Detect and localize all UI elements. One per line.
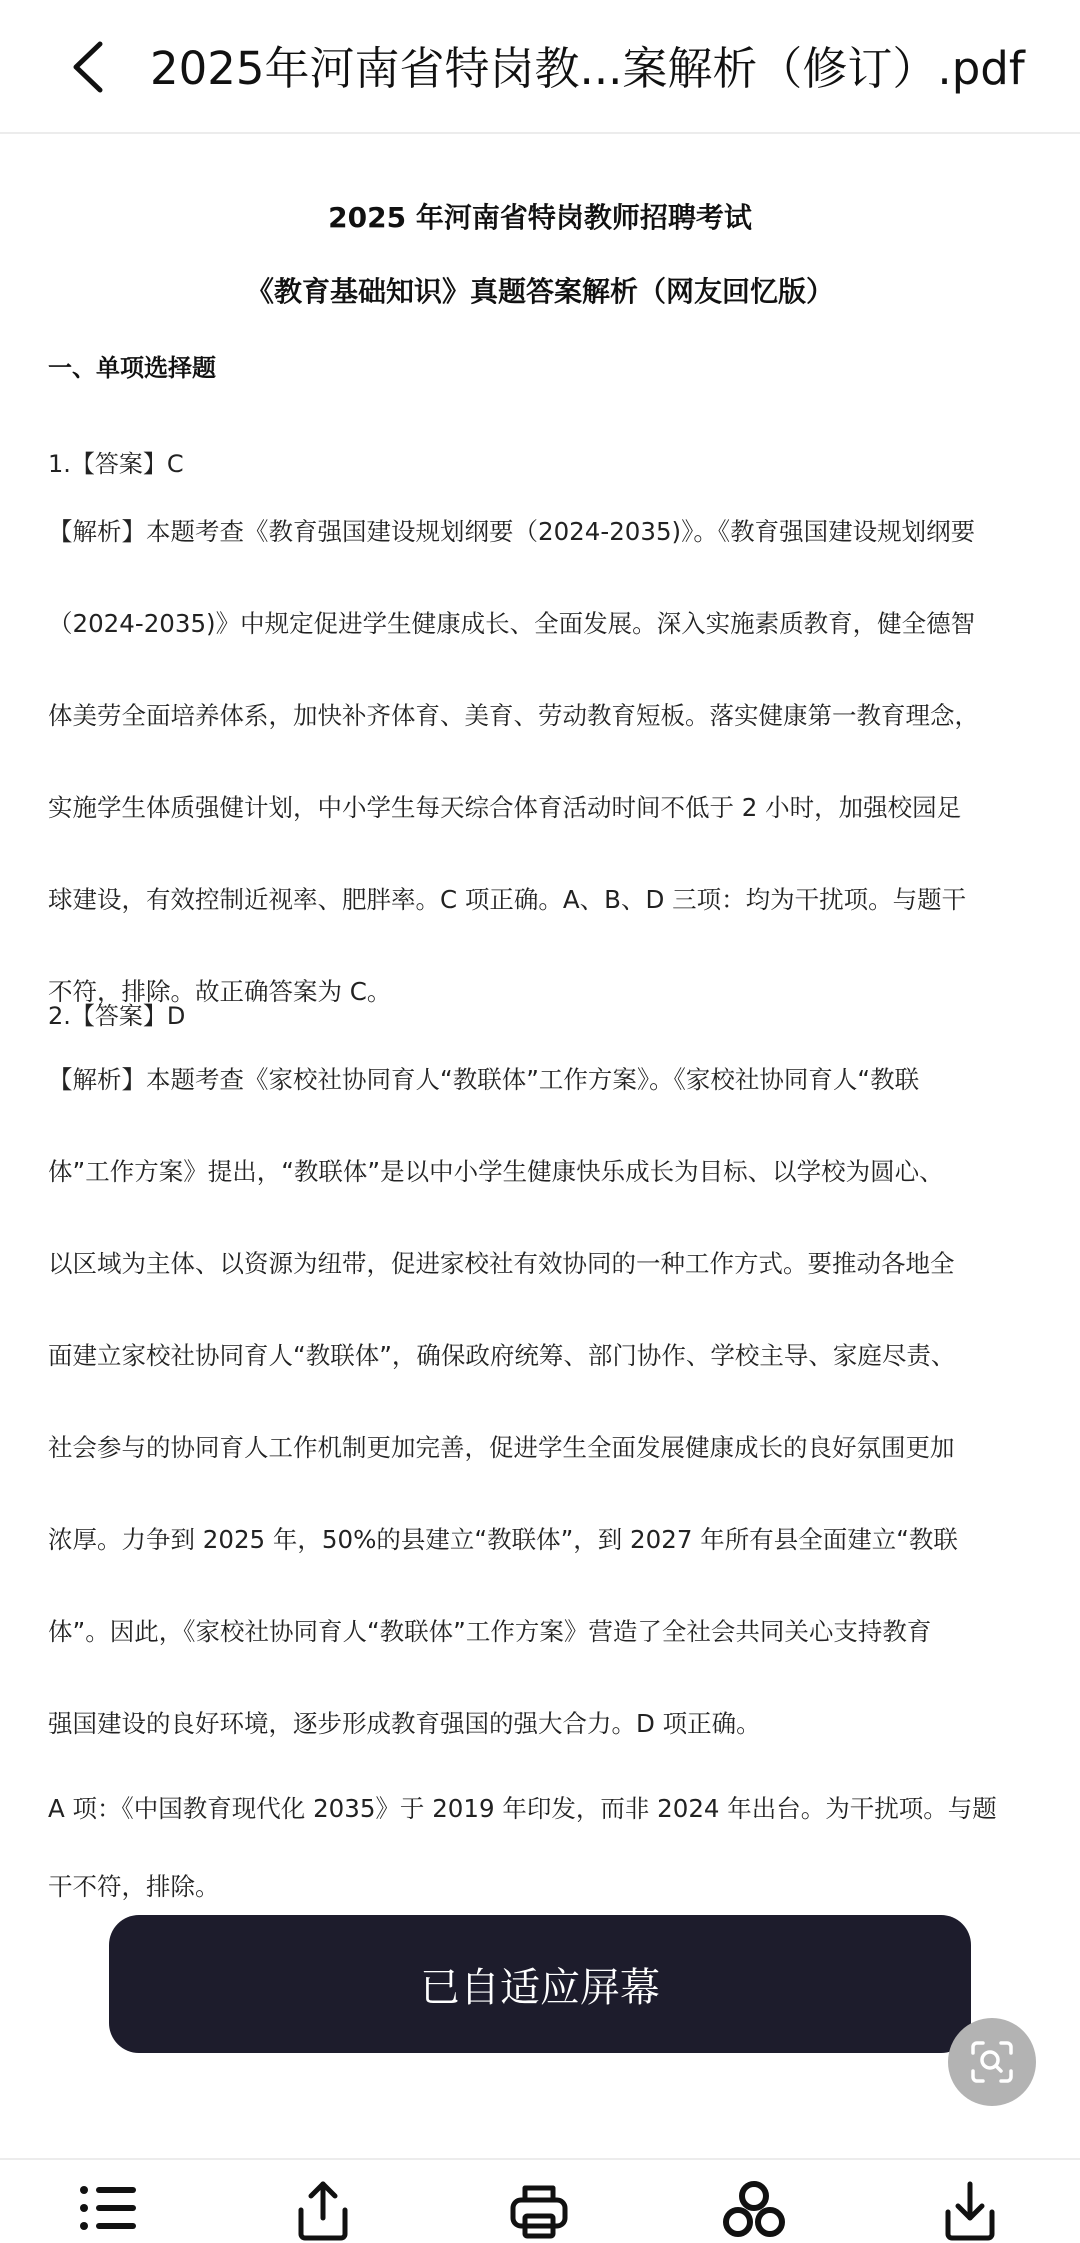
q1-analysis (48, 486, 1033, 1038)
text-line: 球建设，有效控制近视率、肥胖率。C 项正确。A、B、D 三项：均为干扰项。与题干 (48, 885, 967, 914)
text-line: 体”。因此，《家校社协同育人“教联体”工作方案》营造了全社会共同关心支持教育 (48, 1617, 932, 1646)
zoom-scan-button[interactable] (948, 2018, 1036, 2106)
share-button[interactable] (287, 2178, 359, 2242)
apps-icon (721, 2178, 787, 2242)
text-line: 实施学生体质强健计划，中小学生每天综合体育活动时间不低于 2 小时，加强校园足 (48, 793, 962, 822)
q1-answer: 1.【答案】C (48, 450, 184, 478)
text-line: 以区域为主体、以资源为纽带，促进家校社有效协同的一种工作方式。要推动各地全 (48, 1249, 955, 1278)
print-button[interactable] (503, 2178, 575, 2242)
text-line: 体美劳全面培养体系，加快补齐体育、美育、劳动教育短板。落实健康第一教育理念， (48, 701, 979, 730)
q2-option-a (48, 1770, 1033, 1926)
text-line: 【解析】本题考查《家校社协同育人“教联体”工作方案》。《家校社协同育人“教联 (48, 1065, 920, 1094)
toc-button[interactable] (72, 2178, 144, 2242)
text-line: 【解析】本题考查《教育强国建设规划纲要（2024-2035)》。《教育强国建设规划纲要 (48, 517, 976, 546)
text-line: 面建立家校社协同育人“教联体”，确保政府统筹、部门协作、学校主导、家庭尽责、 (48, 1341, 956, 1370)
back-button[interactable] (62, 38, 118, 96)
section-heading: 一、单项选择题 (48, 354, 216, 382)
text-line: A 项：《中国教育现代化 2035》于 2019 年印发，而非 2024 年出台。为干扰项。与题 (48, 1794, 997, 1823)
bottom-toolbar (0, 2158, 1080, 2243)
text-line: 不符，排除。故正确答案为 C。 (48, 977, 392, 1006)
text-line: 体”工作方案》提出，“教联体”是以中小学生健康快乐成长为目标、以学校为圆心、 (48, 1157, 944, 1186)
doc-title-line1: 2025 年河南省特岗教师招聘考试 (328, 201, 752, 234)
fit-screen-toast: 已自适应屏幕 (109, 1915, 971, 2053)
share-icon (291, 2178, 355, 2242)
download-icon (938, 2178, 1002, 2242)
doc-title-line2: 《教育基础知识》真题答案解析（网友回忆版） (245, 275, 834, 308)
document-title: 2025年河南省特岗教...案解析（修订）.pdf (150, 42, 1025, 95)
text-line: （2024-2035)》中规定促进学生健康成长、全面发展。深入实施素质教育，健全德智 (48, 609, 976, 638)
pdf-page[interactable] (0, 134, 1080, 2014)
list-icon (76, 2178, 140, 2238)
printer-icon (507, 2178, 571, 2242)
top-bar (0, 0, 1080, 134)
text-line: 强国建设的良好环境，逐步形成教育强国的强大合力。D 项正确。 (48, 1709, 761, 1738)
chevron-left-icon (62, 38, 118, 96)
q2-analysis (48, 1034, 1033, 1770)
text-line: 浓厚。力争到 2025 年，50%的县建立“教联体”，到 2027 年所有县全面建立“教联 (48, 1525, 958, 1554)
text-line: 社会参与的协同育人工作机制更加完善，促进学生全面发展健康成长的良好氛围更加 (48, 1433, 955, 1462)
text-line: 干不符，排除。 (48, 1872, 220, 1901)
more-apps-button[interactable] (718, 2178, 790, 2242)
q2-answer: 2.【答案】D (48, 1002, 186, 1030)
download-button[interactable] (934, 2178, 1006, 2242)
scan-search-icon (969, 2039, 1015, 2085)
